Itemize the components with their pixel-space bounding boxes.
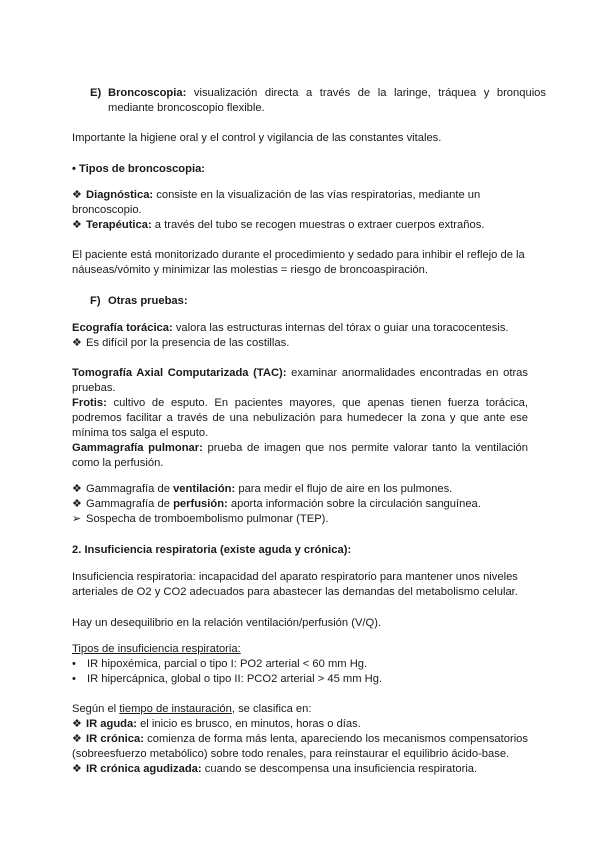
paragraph-importante: Importante la higiene oral y el control y vigilancia de las constantes vitales. — [72, 132, 442, 144]
list-item: ❖ IR crónica agudizada: cuando se descompensa una insuficiencia respiratoria. — [72, 763, 478, 775]
term-broncoscopia: Broncoscopia: — [108, 87, 187, 99]
list-item: • IR hipercápnica, global o tipo II: PCO2 arterial > 45 mm Hg. — [72, 673, 383, 685]
diamond-icon: ❖ — [72, 337, 83, 349]
list-item-E — [90, 86, 546, 116]
arrow-icon: ➢ — [72, 513, 82, 525]
list-marker: E) — [90, 87, 102, 99]
ecografia-block — [72, 321, 528, 351]
list-item: • IR hipoxémica, parcial o tipo I: PO2 arterial < 60 mm Hg. — [72, 658, 368, 670]
tac-paragraph: Tomografía Axial Computarizada (TAC): examinar anormalidades encontradas en otras pruebas. — [72, 367, 528, 394]
list-item: ❖ Terapéutica: a través del tubo se recogen muestras o extraer cuerpos extraños. — [72, 219, 485, 231]
list-item-F: F) Otras pruebas: — [90, 295, 188, 307]
diamond-icon: ❖ — [72, 219, 83, 231]
section-heading-tipos-broncoscopia: • Tipos de broncoscopia: — [72, 163, 206, 175]
paragraph-monitorizado: El paciente está monitorizado durante el procedimiento y sedado para inhibir el reflejo de la náuseas/vómito y minimizar las molestias = riesgo de broncoaspiración. — [72, 249, 525, 276]
list-item: ❖ Gammagrafía de ventilación: para medir el flujo de aire en los pulmones. — [72, 483, 453, 495]
list-item: ➢ Sospecha de tromboembolismo pulmonar (TEP). — [72, 513, 329, 525]
frotis-paragraph: Frotis: cultivo de esputo. En pacientes mayores, que apenas tienen fuerza torácica, podremos facilitar a través de una nebulización para humedecer la zona y que ante ese mínima tos salga el esputo. — [72, 397, 528, 439]
definition-text: visualización directa a través de la laringe, tráquea y bronquios mediante broncoscopio flexible. — [108, 87, 546, 114]
diamond-icon: ❖ — [72, 483, 83, 495]
diamond-icon: ❖ — [72, 189, 83, 201]
diamond-icon: ❖ — [72, 763, 83, 775]
list-item: ❖ IR crónica: comienza de forma más lenta, apareciendo los mecanismos compensatorios (sobreesfuerzo metabólico) sobre todo renales, para reinstaurar el equilibrio ácido-base. — [72, 733, 528, 760]
instauracion-intro: Según el tiempo de instauración, se clasifica en: — [72, 703, 312, 715]
ecografia-note: ❖ Es difícil por la presencia de las costillas. — [72, 337, 290, 349]
list-item: ❖ Gammagrafía de perfusión: aporta información sobre la circulación sanguínea. — [72, 498, 481, 510]
tipos-ir-block — [72, 642, 528, 687]
section-heading-insuficiencia: 2. Insuficiencia respiratoria (existe aguda y crónica): — [72, 544, 352, 556]
instauracion-block — [72, 702, 528, 777]
diamond-icon: ❖ — [72, 498, 83, 510]
ecografia-paragraph: Ecografía torácica: valora las estructuras internas del tórax o guiar una toracocentesis. — [72, 322, 509, 334]
bullet-icon: • — [72, 163, 76, 175]
list-marker: F) — [90, 295, 101, 307]
list-item: ❖ IR aguda: el inicio es brusco, en minutos, horas o días. — [72, 718, 361, 730]
paragraph-ir-definicion: Insuficiencia respiratoria: incapacidad del aparato respiratorio para mantener unos niveles arteriales de O2 y CO2 adecuados para abastecer las demandas del metabolismo celular. — [72, 571, 518, 598]
list-gammagrafia — [72, 482, 528, 527]
gammagrafia-paragraph: Gammagrafía pulmonar: prueba de imagen que nos permite valorar tanto la ventilación como la perfusión. — [72, 442, 528, 469]
diamond-icon: ❖ — [72, 733, 83, 745]
paragraph-desequilibrio: Hay un desequilibrio en la relación ventilación/perfusión (V/Q). — [72, 617, 382, 629]
diamond-icon: ❖ — [72, 718, 83, 730]
pruebas-block — [72, 366, 528, 471]
bullet-icon: • — [72, 658, 76, 670]
list-tipos-broncoscopia — [72, 188, 528, 233]
bullet-icon: • — [72, 673, 76, 685]
list-item: ❖ Diagnóstica: consiste en la visualización de las vías respiratorias, mediante un broncoscopio. — [72, 189, 481, 216]
tipos-ir-title: Tipos de insuficiencia respiratoria: — [72, 643, 241, 655]
